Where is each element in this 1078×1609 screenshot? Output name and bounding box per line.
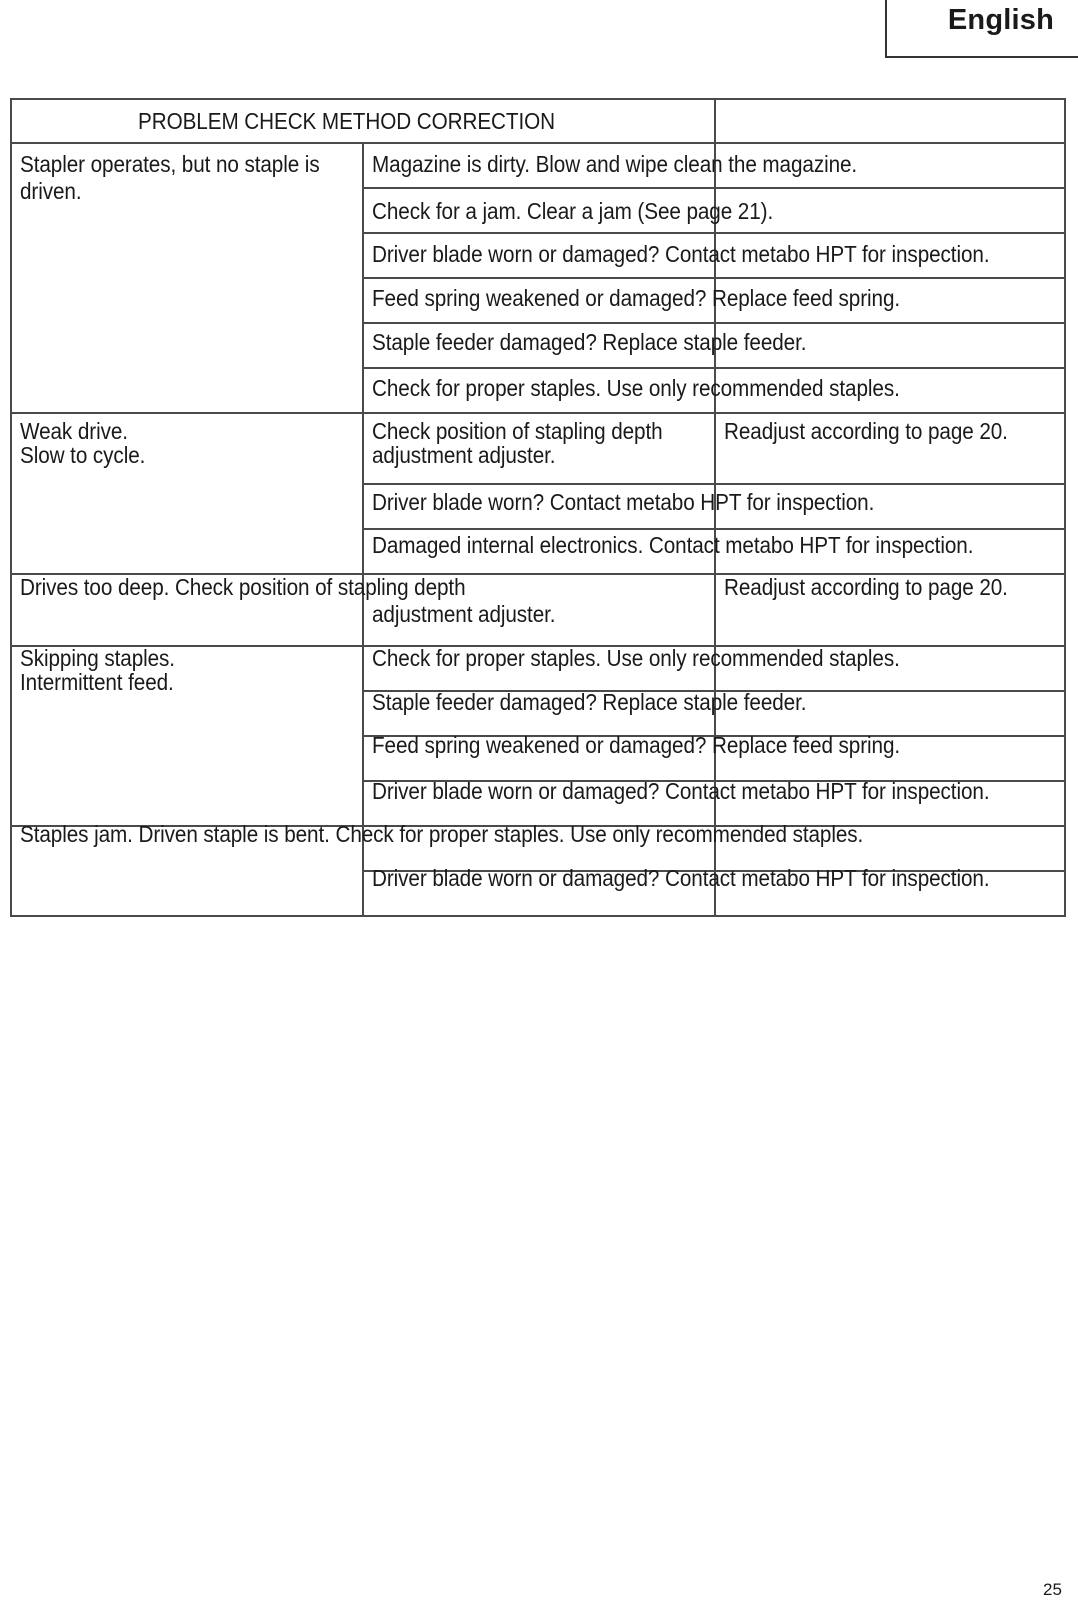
- check-cell: Check for proper staples. Use only recommended staples.: [372, 645, 900, 671]
- table-rule: [10, 142, 1066, 144]
- column-divider: [362, 142, 364, 916]
- page-number: 25: [1043, 1580, 1062, 1599]
- check-text-line: adjustment adjuster.: [372, 442, 556, 468]
- check-cell: Staple feeder damaged? Replace staple feeder.: [372, 329, 807, 355]
- problem-text-line: Slow to cycle.: [20, 442, 146, 468]
- check-cell: Staple feeder damaged? Replace staple feeder.: [372, 689, 807, 715]
- check-cell: Magazine is dirty. Blow and wipe clean the magazine.: [372, 151, 858, 177]
- table-border-top: [10, 98, 1066, 100]
- troubleshooting-table: [10, 98, 1066, 918]
- problem-cell: Drives too deep. Check position of stapling depth: [20, 574, 466, 600]
- problem-text-line: Stapler operates, but no staple is: [20, 151, 320, 177]
- check-cell: Feed spring weakened or damaged? Replace feed spring.: [372, 285, 901, 311]
- problem-cell: [20, 151, 320, 205]
- correction-cell: Readjust according to page 20.: [724, 574, 1008, 600]
- check-cell: Feed spring weakened or damaged? Replace feed spring.: [372, 732, 901, 758]
- check-cell: Check for a jam. Clear a jam (See page 21).: [372, 198, 774, 224]
- check-cell: Driver blade worn or damaged? Contact metabo HPT for inspection.: [372, 241, 990, 267]
- check-text-line: Check position of stapling depth: [372, 418, 663, 444]
- language-tab: [885, 0, 1078, 58]
- problem-cell: [20, 645, 175, 696]
- problem-text-line: Intermittent feed.: [20, 669, 174, 695]
- table-border-left: [10, 98, 12, 916]
- check-cell: [372, 418, 663, 469]
- language-label: English: [947, 4, 1054, 36]
- table-border-bottom: [10, 915, 1066, 917]
- check-cell: Damaged internal electronics. Contact metabo HPT for inspection.: [372, 532, 974, 558]
- problem-text-line: Weak drive.: [20, 418, 128, 444]
- check-cell: Driver blade worn or damaged? Contact metabo HPT for inspection.: [372, 865, 990, 891]
- check-cell: Driver blade worn or damaged? Contact metabo HPT for inspection.: [372, 778, 990, 804]
- check-cell: adjustment adjuster.: [372, 601, 556, 627]
- problem-text-line: Skipping staples.: [20, 645, 175, 671]
- correction-cell: Readjust according to page 20.: [724, 418, 1008, 444]
- check-cell: Check for proper staples. Use only recommended staples.: [372, 375, 900, 401]
- problem-cell: [20, 418, 145, 469]
- table-rule: [10, 412, 1066, 414]
- problem-cell: Staples jam. Driven staple is bent. Check for proper staples. Use only recommended staples.: [20, 821, 864, 847]
- table-border-right: [1064, 98, 1066, 916]
- problem-text-line: driven.: [20, 178, 82, 204]
- table-header: PROBLEM CHECK METHOD CORRECTION: [138, 108, 555, 134]
- check-cell: Driver blade worn? Contact metabo HPT for inspection.: [372, 489, 875, 515]
